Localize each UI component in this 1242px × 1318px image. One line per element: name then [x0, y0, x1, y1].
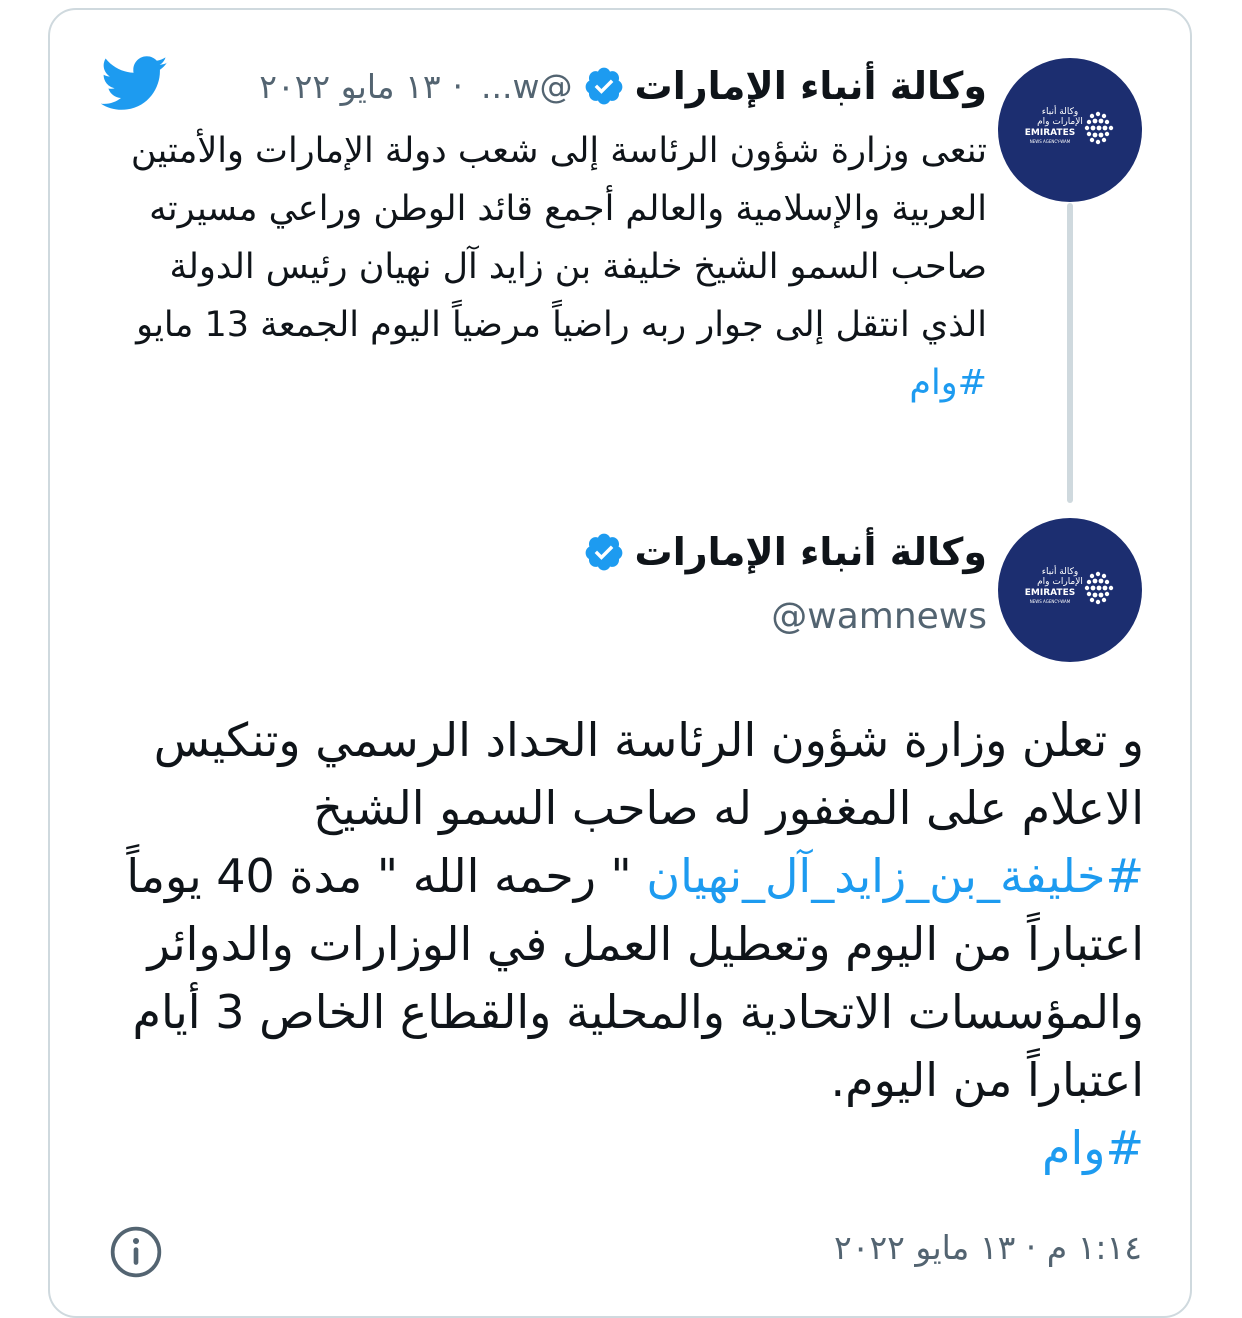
svg-text:EMIRATES: EMIRATES — [1024, 128, 1076, 138]
svg-text:وكالة أنباء: وكالة أنباء — [1041, 567, 1079, 577]
quoted-tweet-header — [259, 64, 987, 108]
info-icon[interactable] — [108, 1224, 164, 1284]
separator: · — [452, 66, 464, 106]
svg-text:EMIRATES: EMIRATES — [1024, 588, 1076, 598]
main-tweet-text — [84, 706, 1144, 1182]
hashtag-link[interactable]: #وام — [1041, 1121, 1144, 1175]
svg-text:NEWS AGENCY-WAM: NEWS AGENCY-WAM — [1029, 139, 1071, 144]
verified-badge-icon — [583, 531, 625, 573]
avatar[interactable] — [998, 518, 1142, 662]
avatar[interactable] — [998, 58, 1142, 202]
hashtag-link[interactable]: #خليفة_بن_زايد_آل_نهيان — [646, 849, 1144, 903]
handle[interactable]: @wamnews — [771, 596, 987, 637]
hashtag-link[interactable]: #وام — [909, 363, 987, 403]
twitter-bird-icon[interactable] — [101, 56, 169, 116]
svg-text:NEWS AGENCY-WAM: NEWS AGENCY-WAM — [1029, 599, 1071, 604]
display-name[interactable]: وكالة أنباء الإمارات — [634, 64, 987, 108]
svg-text:الإمارات وام: الإمارات وام — [1037, 577, 1083, 587]
tweet-body-part: و تعلن وزارة شؤون الرئاسة الحداد الرسمي وتنكيس الاعلام على المغفور له صاحب السمو الشيخ — [153, 713, 1144, 835]
svg-text:الإمارات وام: الإمارات وام — [1037, 117, 1083, 127]
handle[interactable]: @w... — [481, 66, 573, 106]
main-tweet-header — [573, 530, 987, 574]
svg-text:وكالة أنباء: وكالة أنباء — [1041, 107, 1079, 117]
quoted-tweet-text — [107, 122, 987, 412]
display-name[interactable]: وكالة أنباء الإمارات — [634, 530, 987, 574]
tweet-meta — [259, 67, 572, 106]
thread-connector-line — [1067, 203, 1073, 503]
date[interactable]: ١٣ مايو ٢٠٢٢ — [259, 66, 441, 106]
tweet-body: تنعى وزارة شؤون الرئاسة إلى شعب دولة الإمارات والأمتين العربية والإسلامية والعالم أجمع قائد الوطن وراعي مسيرته صاحب السمو الشيخ خليفة بن زايد آل نهيان رئيس الدولة الذي انتقل إلى جوار ربه راضياً مرضياً اليوم الجمعة 13 مايو — [130, 131, 987, 345]
tweet-timestamp[interactable]: ١:١٤ م · ١٣ مايو ٢٠٢٢ — [834, 1228, 1142, 1267]
verified-badge-icon — [583, 65, 625, 107]
tweet-body-part: " رحمه الله " مدة 40 يوماً اعتباراً من اليوم وتعطيل العمل في الوزارات والدوائر والمؤسسات الاتحادية والمحلية والقطاع الخاص 3 أيام اعتباراً من اليوم. — [126, 849, 1144, 1107]
